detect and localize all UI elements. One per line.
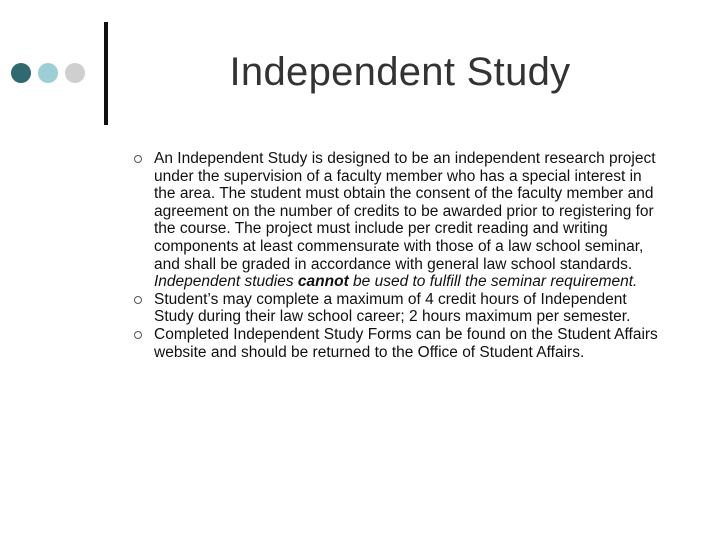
- bullet-item: [134, 150, 664, 291]
- bullet-circle-icon: [134, 331, 142, 339]
- slide-title: Independent Study: [229, 50, 571, 94]
- light-teal-dot-icon: [38, 63, 58, 83]
- bullet-item: [134, 326, 664, 361]
- bullet-circle-icon: [134, 155, 142, 163]
- bullet-text-italic: Independent studies: [154, 273, 298, 291]
- gray-dot-icon: [65, 63, 85, 83]
- bullet-circle-icon: [134, 296, 142, 304]
- title-divider: [104, 22, 108, 125]
- bullet-list: [134, 150, 664, 361]
- bullet-item: [134, 291, 664, 326]
- bullet-text-italic: be used to fulfill the seminar requirement.: [348, 273, 638, 291]
- bullet-text: An Independent Study is designed to be an independent research project under the supervision of a faculty member who has a special interest in the area. The student must obtain the consent of the faculty member and agreement on the number of credits to be awarded prior to registering for the course. The project must include per credit reading and writing components at least commensurate with those of a law school seminar, and shall be graded in accordance with general law school standards.: [154, 150, 656, 273]
- bullet-text-emphasis: cannot: [297, 273, 349, 291]
- bullet-text: Completed Independent Study Forms can be found on the Student Affairs website and should be returned to the Office of Student Affairs.: [154, 325, 658, 361]
- dark-teal-dot-icon: [11, 63, 31, 83]
- slide-body: [134, 150, 664, 361]
- bullet-text: Student’s may complete a maximum of 4 credit hours of Independent Study during their law school career; 2 hours maximum per semester.: [154, 290, 631, 326]
